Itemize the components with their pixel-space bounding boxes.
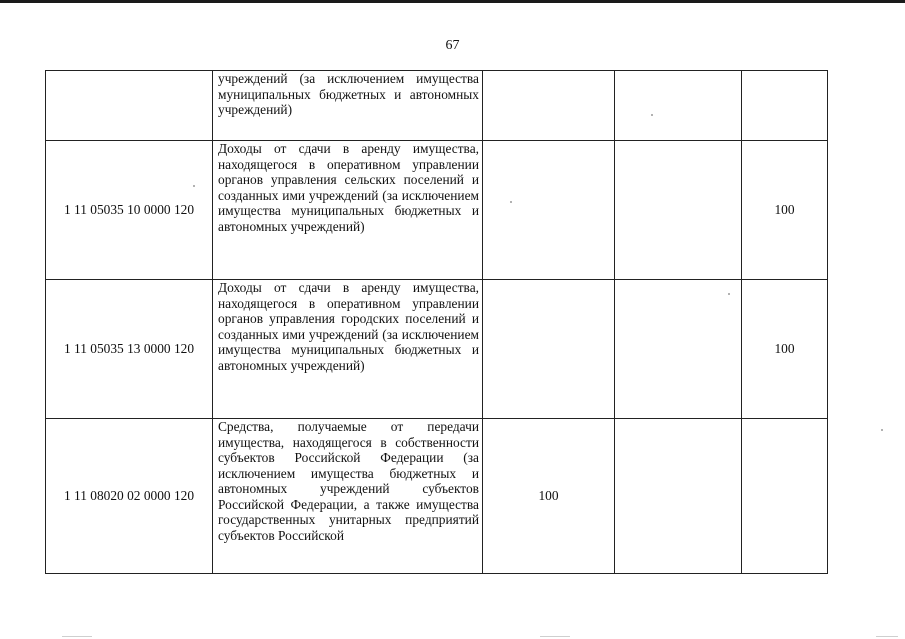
value-cell-col-b <box>615 419 742 574</box>
table-row <box>46 141 828 280</box>
scan-speck <box>510 201 512 203</box>
revenue-code-cell: 1 11 05035 10 0000 120 <box>46 141 213 280</box>
table-row <box>46 419 828 574</box>
revenue-name-cell: Доходы от сдачи в аренду имущества, находящегося в оперативном управлении органов управления городских поселений и созданных ими учреждений (за исключением имущества муниципальных бюджетных и автономных учреждений) <box>213 280 483 419</box>
value-cell-col-c: 100 <box>742 141 828 280</box>
scan-speck <box>728 293 730 295</box>
revenue-name-cell: учреждений (за исключением имущества муниципальных бюджетных и автономных учреждений) <box>213 71 483 141</box>
value-cell-col-b <box>615 71 742 141</box>
value-cell-col-a <box>483 141 615 280</box>
value-cell-col-c: 100 <box>742 280 828 419</box>
value-cell-col-c <box>742 71 828 141</box>
scan-speck <box>881 429 883 431</box>
scan-artifact <box>62 636 92 637</box>
scan-artifact <box>540 636 570 637</box>
scan-artifact <box>876 636 898 637</box>
scan-speck <box>651 114 653 116</box>
value-cell-col-b <box>615 280 742 419</box>
revenue-code-cell: 1 11 08020 02 0000 120 <box>46 419 213 574</box>
value-cell-col-a <box>483 71 615 141</box>
revenue-code-cell: 1 11 05035 13 0000 120 <box>46 280 213 419</box>
budget-revenue-table <box>45 70 828 574</box>
value-cell-col-a <box>483 280 615 419</box>
revenue-code-cell <box>46 71 213 141</box>
revenue-name-cell: Средства, получаемые от передачи имущества, находящегося в собственности субъектов Российской Федерации (за исключением имущества бюджетных и автономных учреждений субъектов Российской Федерации, а также имущества государственных унитарных предприятий субъектов Российской <box>213 419 483 574</box>
scan-top-edge <box>0 0 905 3</box>
scan-speck <box>193 185 195 187</box>
value-cell-col-b <box>615 141 742 280</box>
table-row <box>46 280 828 419</box>
value-cell-col-c <box>742 419 828 574</box>
page-number: 67 <box>445 38 460 53</box>
table-row <box>46 71 828 141</box>
revenue-name-cell: Доходы от сдачи в аренду имущества, находящегося в оперативном управлении органов управления сельских поселений и созданных ими учреждений (за исключением имущества муниципальных бюджетных и автономных учреждений) <box>213 141 483 280</box>
value-cell-col-a: 100 <box>483 419 615 574</box>
